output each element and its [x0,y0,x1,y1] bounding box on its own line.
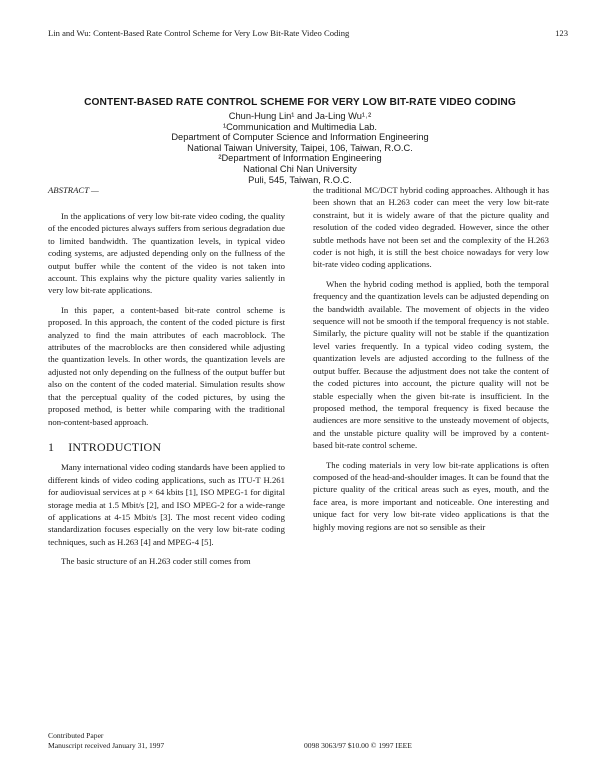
abstract-paragraph: In this paper, a content-based bit-rate control scheme is proposed. In this approach, the content of the coded picture is first analyzed to find the main attributes of each macroblock. The attributes of the macroblocks are then considered while adjusting the quantization levels. In other words, the quantization levels are adjusted not only depending on the fullness of the output buffer but also on the content of the coded material. Simulation results show that the perceptual quality of the coded pictures, by using the proposed method, is better while comparing with the traditional non-content-based approach. [48,304,285,427]
footer-left [48,731,164,751]
section-number: 1 [48,439,55,454]
author-names: Chun-Hung Lin¹ and Ja-Ling Wu¹˒² [228,111,372,121]
paper-title: CONTENT-BASED RATE CONTROL SCHEME FOR VERY LOW BIT-RATE VIDEO CODING [84,97,516,108]
author-block [40,111,560,185]
footer-copyright: 0098 3063/97 $10.00 © 1997 IEEE [304,741,412,750]
intro-paragraph: The basic structure of an H.263 coder still comes from [61,556,251,567]
left-column [48,185,285,568]
intro-paragraph: When the hybrid coding method is applied, both the temporal frequency and the quantization levels can be adjusted depending on the bandwidth available. The movement of objects in the video sequence will not be smooth if the temporal frequency is not stable. Similarly, the picture quality will not be stable if the quantization level varies frequently. In a typical video coding system, the quantization levels are adjusted according to the fullness of the output buffer. Because the adjustment does not take the content of the coded pictures into account, the picture quality will not be stable especially when the given bit-rate is insufficient. In the proposed method, the temporal frequency is fixed because the audiences are more sensitive to the unsteady movement of objects, and the unstable picture quality will be improved by a content-based bit-rate control scheme. [313,278,549,451]
footer-manuscript: Manuscript received January 31, 1997 [48,741,165,750]
abstract-heading: ABSTRACT — [48,185,99,195]
intro-paragraph: Many international video coding standards have been applied to different kinds of video coding applications, such as ITU-T H.261 for audiovisual services at p × 64 kbits [1], ISO MPEG-1 for digital storage media at 1.5 Mbit/s [2], and ISO MPEG-2 for a wide-range of applications at 4-15 Mbit/s [3]. The most recent video coding standardization focuses especially on the very low bit-rate coding techniques, such as H.263 [4] and MPEG-4 [5]. [48,462,285,547]
footer-contributed: Contributed Paper [48,731,104,740]
page-number: 123 [555,28,568,38]
affiliation-line: National Chi Nan University [243,163,357,174]
section-heading [48,441,285,453]
intro-paragraph: the traditional MC/DCT hybrid coding approaches. Although it has been shown that an H.263 coder can meet the very low bit-rate constraint, but it is widely aware of that the picture quality and resolution of the coded video degraded. However, since the other subtle methods have not been set and the complexity of the H.263 coder is not high, it is still the best choice nowadays for very low bit-rate video coding applications. [313,185,549,270]
affiliation-line: ¹Communication and Multimedia Lab. [223,121,377,132]
affiliation-line: Puli, 545, Taiwan, R.O.C. [248,174,352,185]
section-title: INTRODUCTION [68,439,162,454]
intro-paragraph: The coding materials in very low bit-rate applications is often composed of the head-and-shoulder images. It can be found that the picture quality of the critical areas such as eyes, mouth, and the face area, is more important and noticeable. One interesting and unique fact for very low bit-rate video applications is that the highly moving regions are not so sensible as their [313,459,549,532]
affiliation-line: Department of Computer Science and Information Engineering [171,132,429,143]
right-column [313,184,549,533]
abstract-paragraph: In the applications of very low bit-rate video coding, the quality of the encoded pictures always suffers from serious degradation due to limited bandwidth. The quantization levels, in typical video coding systems, are adjusted depending only on the fullness of the output buffer while the content of the video is not taken into account. This explains why the picture quality varies saliently in very low bit-rate applications. [48,211,285,296]
affiliation-line: National Taiwan University, Taipei, 106, Taiwan, R.O.C. [187,142,413,153]
running-head-text: Lin and Wu: Content-Based Rate Control Scheme for Very Low Bit-Rate Video Coding [48,28,350,38]
affiliation-line: ²Department of Information Engineering [218,153,382,164]
